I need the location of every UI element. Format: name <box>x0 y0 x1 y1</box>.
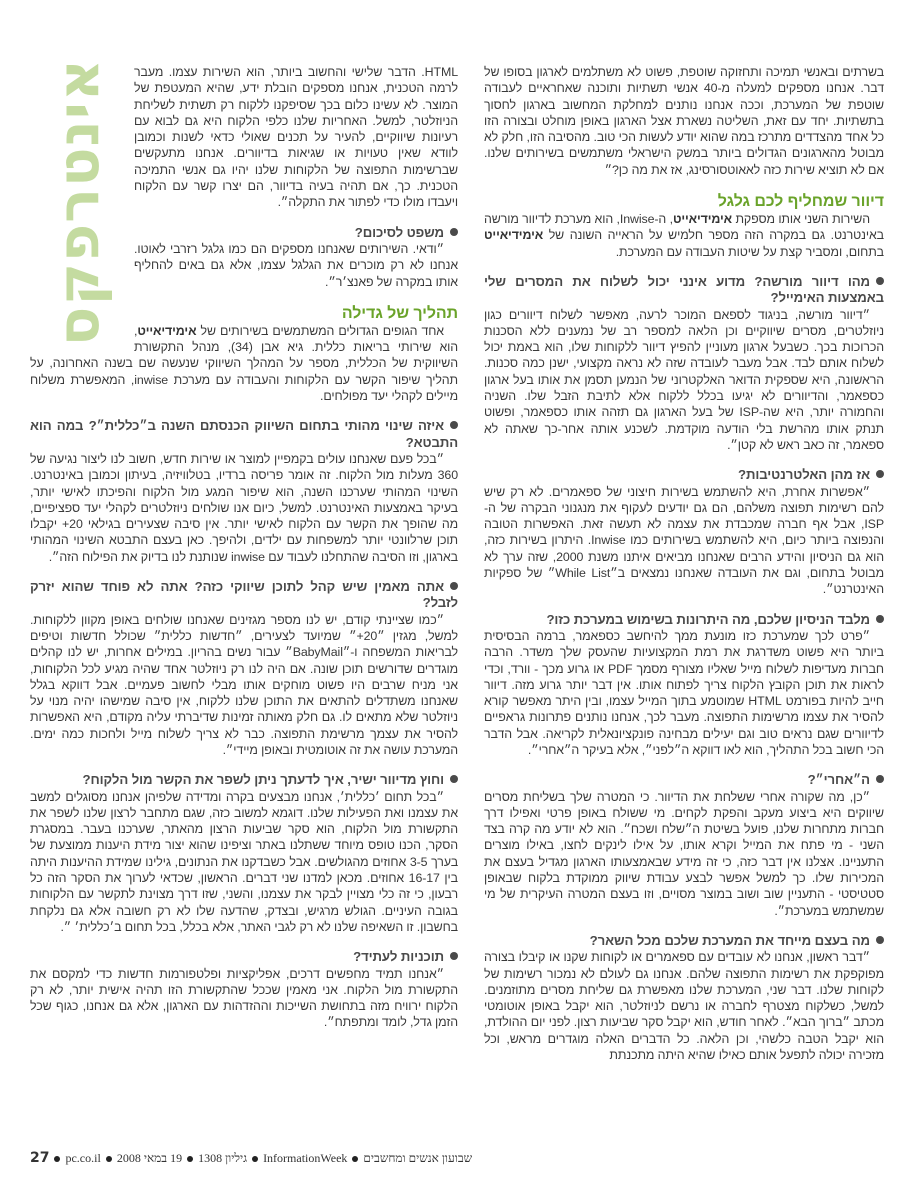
footer-magazine: InformationWeek <box>263 1151 348 1165</box>
question-text: מלבד הניסיון שלכם, מה היתרונות בשימוש במערכת כזו? <box>546 611 870 627</box>
body-paragraph: בשרתים ובאנשי תמיכה ותחזוקה שוטפת, פשוט לא משתלמים לארגון בסופו של דבר. אנחנו מספקים למעלה מ-40 אנשי תשתיות ותוכנה שאחראיים לעבודה שוטפת של המערכת, וככה אנחנו נותנים למחלקת המחשוב בארגון לחסוך בתשתיות. יחד עם זאת, השליטה נשארת אצל הארגון באופן מוחלט ובצורה הזו כל אחד מהצדדים מתרכז במה שהוא יודע לעשות הכי טוב. מהסיבה הזו, חלק לא מבוטל מהארגונים הגדולים ביותר במשק הישראלי משתמשים בשירותים שלנו. אם לא תוציא שירות כזה לאאוטסורסינג, אז את מה כן?״ <box>484 65 884 177</box>
company-name: אימידיאייט <box>672 212 733 227</box>
body-paragraph: ״אפשרות אחרת, היא להשתמש בשירות חיצוני של ספאמרים. לא רק שיש להם רשימות תפוצה משלהם, הם גם יודעים לעקוף את מנגנוני הבקרה של ה-ISP, אבל אף חברה שמכבדת את עצמה לא תעשה זאת. האפשרות הטובה והנפוצה ביותר כיום, היא להשתמש בשירותים כמו Inwise. היתרון בשירות כזה, הוא גם הניסיון והידע הרבים שאנחנו מביאים איתנו משנת 2000, שזה ערך לא מבוטל בתחום, וגם את העובדה שאנחנו נמצאים ב״While List״ של ספקיות האינטרנט״. <box>484 484 884 597</box>
decorative-word-spacer <box>30 64 134 344</box>
bullet-icon <box>876 470 884 478</box>
question-text: משפט לסיכום? <box>354 224 444 240</box>
body-paragraph <box>484 211 884 260</box>
body-paragraph: HTML. הדבר שלישי והחשוב ביותר, הוא השירות עצמו. מעבר לרמה הטכנית, אנחנו מספקים הובלת ידע, שהיא המעטפת של המוצר. לא עשינו כלום בכך שסיפקנו ללקוח רק תשתית לשליחת הניוזלטר, למשל. האחריות שלנו כלפי הלקוח היא גם לבוא עם רעיונות שיווקיים, להעיר על תכנים שאולי כדאי לשנות וכמובן לוודא שאין טעויות או שגיאות בדיוורים. אנחנו מתעקשים שברשימות התפוצה של הלקוחות שלנו יהיו גם אנשי התמיכה הטכנית. כך, אם תהיה בעיה בדיוור, הם יצרו קשר עם הלקוח ויעבדו מולו כדי לפתור את התקלה״. <box>134 65 458 210</box>
body-paragraph: ״אנחנו תמיד מחפשים דרכים, אפליקציות ופלטפורמות חדשות כדי למקסם את התקשורת מול הלקוח. אני מאמין שככל שהתקשורת הזו תהיה אישית יותר, לא רק הלקוח ירוויח מזה בתחושת השייכות וההזדהות עם הארגון, אלא גם אנחנו, כגוף שכל הזמן גדל, לומד ומתפתח״. <box>30 966 458 1030</box>
question-text: ה״אחרי״? <box>807 772 870 788</box>
body-paragraph: ״פרט לכך שמערכת כזו מונעת ממך להיחשב כספאמר, ברמה הבסיסית ביותר היא פשוט משדרגת את רמת המקצועיות שהעסק שלך משדר. הרבה חברות מעדיפות לשלוח מייל שאליו מצורף מסמך PDF או גרוע מכך - וורד, וכדי לראות את תוכן הקובץ הלקוח צריך לפתוח אותו. אין דבר יותר גרוע מזה. דיוור חייב להיות בפורמט HTML שמוטמע בתוך המייל עצמו, ובין היתר מאפשר קורא להסיר את עצמו מרשימות התפוצה. מעבר לכך, אנחנו נותנים פתרונות גראפיים לדיוורים שגם נראים טוב וגם יעילים מבחינה פונקציונאלית לקריאה. אבל הדבר הכי חשוב בכל התהליך, הוא לאו דווקא ה״לפני״, אלא בעיקר ה״אחרי״. <box>484 628 884 757</box>
body-paragraph: ״דבר ראשון, אנחנו לא עובדים עם ספאמרים או לקוחות שקנו או קיבלו בצורה מפוקפקת את רשימות התפוצה שלהם. אנחנו גם לעולם לא נמכור רשימות של לקוחות שלנו. דבר שני, המערכת שלנו מאפשרת גם שליחת מסרים מתוזמנים. למשל, כשלקוח מצטרף לחברה או נרשם לניוזלטר, הוא יקבל באופן אוטומטי מכתב ״ברוך הבא״. לאחר חודש, הוא יקבל סקר שביעות רצון. לפני יום ההולדת, הוא יקבל הטבה כלשהי, וכן הלאה. כל הדברים האלה מוגדרים מראש, וכל מזכירה יכולה לתפעל אותם כאילו שהיא היתה מתכנתת <box>484 950 884 1063</box>
spacer <box>30 565 458 579</box>
footer-bullet-icon <box>106 1156 112 1162</box>
spacer <box>484 919 884 933</box>
bullet-icon <box>876 615 884 623</box>
bullet-icon <box>876 936 884 944</box>
footer-bullet-icon <box>187 1156 193 1162</box>
footer-website: pc.co.il <box>65 1151 101 1165</box>
question-text: אתה מאמין שיש קהל לתוכן שיווקי כזה? אתה לא פוחד שהוא יזרק לזבל? <box>30 579 458 611</box>
article-column-left <box>30 64 458 1031</box>
bullet-icon <box>876 277 884 285</box>
footer-bullet-icon <box>252 1156 258 1162</box>
question-text: מה בעצם מייחד את המערכת שלכם מכל השאר? <box>589 932 870 948</box>
interview-question <box>484 467 884 483</box>
spacer <box>484 453 884 467</box>
spacer <box>484 260 884 274</box>
paragraph-text: השירות השני אותו מספקת <box>732 212 870 227</box>
footer-bullet-icon <box>54 1156 60 1162</box>
interview-question <box>30 418 458 451</box>
body-paragraph: ״דיוור מורשה, בניגוד לספאם המוכר לרעה, מאפשר לשלוח דיוורים כגון ניוזלטרים, מסרים שיווקיים וכן הלאה למספר רב של נמענים ללא הסכנות הכרוכות בכך. כשבעל ארגון מעוניין להפיץ דיוור ללקוחות שלו, הוא באמת יכול לשלוח אותם לבד. אבל מעבר לעובדה שזה לא נראה מקצועי, ישנן כמה סכנות. הראשונה, היא שספקית הדואר האלקטרוני של הנמען תסמן את אותו בעל ארגון כספאמר, והדיוורים לא יגיעו בכלל ללקוח אלא לתיבת הזבל שלו. השניה והחמורה יותר, היא שה-ISP של בעל הארגון גם תזהה אותו כספאמר, ופשוט תנתק אותו מהרשת בלי הודעה מוקדמת. לשכנע אותה אחר-כך שאתה לא ספאמר, זה כאב ראש לא קטן״. <box>484 307 884 452</box>
body-paragraph: ״בכל תחום ׳כללית׳, אנחנו מבצעים בקרה ומדידה שלפיהן אנחנו מסוגלים למשב את עצמנו ואת הפעילות שלנו. דוגמא למשוב כזה, שגם מתחבר לרצון שלנו לשפר את התקשורת מול הלקוח, הוא סקר שביעות הרצון מהאתר, שערכנו בעבר. במסגרת הסקר, הכנו טופס מיוחד ששתלנו באתר וציפינו שהוא יצור מידת היענות ממוצעת של בערך 3-5 אחוזים מהגולשים. אבל כשבדקנו את הנתונים, גילינו שמידת ההיענות היתה בין 16-17 אחוזים. מכאן למדנו שני דברים. הראשון, שכדאי לערוך את הסקר הזה כל רבעון, כי זה כלי מצויין לבקר את עצמנו, והשני, שזו דרך מצוינת לתקשר עם הלקוחות בגובה העיניים. הגולש מרגיש, ובצדק, שהדעה שלו לא רק חשובה אלא גם נלקחת בחשבון. זו השאיפה שלנו לא רק לגבי האתר, אלא בכלל, בכל תחום ב׳כללית׳ ״. <box>30 789 459 934</box>
footer-date: 19 במאי 2008 <box>116 1151 183 1165</box>
body-paragraph: ״כן, מה שקורה אחרי ששלחת את הדיוור. כי המטרה שלך בשליחת מסרים שיווקים היא ביצוע מעקב והפקת לקחים. מי ששולח באופן פרטי ואפילו דרך חברות מתחרות שלנו, פועל בשיטת ה״שלח ושכח״. הוא לא יודע מה קרה בצד השני - מי פתח את המייל וקרא אותו, על אילו לינקים לחצו, באילו מוצרים התעניינו. אצלנו אין דבר כזה, כי זה מידע שבאמצעותו הארגון מגדיל בעצם את המכירות שלו. כך למשל אפשר לבצע עבודת שיווק ממוקדת בלקוח שבאופן סטטיסטי - התעניין שוב ושוב במוצר מסויים, וזו בעצם המטרה העיקרית של מי שמשתמש במערכת״. <box>484 789 884 918</box>
section-heading: תהליך של גדילה <box>341 304 458 322</box>
question-text: תוכניות לעתיד? <box>353 949 444 965</box>
body-paragraph: ״כמו שציינתי קודם, יש לנו מספר מגזינים שאנחנו שולחים באופן מקוון ללקוחות. למשל, מגזין ״20+״ שמיועד לצעירים, ״חדשות כללית״ שכולל חדשות וטיפים לבריאות המשפחה ו-״BabyMail״ עבור נשים בהריון. במילים אחרות, יש לנו קהלים מוגדרים שדורשים תוכן שונה. אם היה לנו רק ניוזלטר אחד שהיה מגיע לכל הלקוחות, אני מניח שרבים היו פשוט מוחקים אותו מבלי לחשוב פעמיים. אבל דווקא בגלל שאנחנו משתדלים להתאים את התוכן שלנו ללקוח, אין סיבה שמישהו יהיה מנוי על ניוזלטר שלא מתאים לו. גם חלק מאותה זמינות שדיברתי עליה מקודם, היא האפשרות להסיר את עצמך מרשימת התפוצה. כבר לא צריך לשלוח מייל ולחכות כמה ימים. המערכת עושה את זה אוטומטית ובאופן מיידי״. <box>30 612 458 757</box>
interview-question <box>484 772 884 788</box>
spacer <box>484 758 884 772</box>
question-text: אז מהן האלטרנטיבות? <box>738 467 870 483</box>
spacer <box>484 178 884 192</box>
footer-publication: שבועון אנשים ומחשבים <box>363 1151 473 1165</box>
company-name: אימידיאייט <box>484 228 544 243</box>
bullet-icon <box>450 228 458 236</box>
question-text: וחוץ מדיוור ישיר, איך לדעתך ניתן לשפר את הקשר מול הלקוח? <box>82 772 444 788</box>
bullet-icon <box>450 421 458 429</box>
decorative-word-text: אינטרפקס <box>44 57 112 347</box>
spacer <box>30 404 458 418</box>
body-paragraph: ״בכל פעם שאנחנו עולים בקמפיין למוצר או שירות חדש, חשוב לנו ליצור נגיעה של 360 מעלות מול הלקוח. זה אומר פריסה ברדיו, בטלוויזיה, בעיתון וכמובן באינטרנט. השינוי המהותי שערכנו השנה, הוא שיפור המגע מול הלקוח והפיכתו לאישי יותר, בעיקר באמצעות האינטרנט. למשל, כיום אנו שולחים ניוזלטרים לקהלי יעד ספציפיים, מה שהופך את הקשר עם הלקוח לאישי יותר. אין סיבה שצעירים בגילאי 20+ יקבלו תוכן שרלוונטי יותר למשפחות עם ילדים, ולהיפך. כאן בעצם התבטא השינוי המהותי בארגון, וזו הסיבה שהתחלנו לעבוד עם inwise שנותנת לנו בדיוק את הפילוח הזה״. <box>30 451 458 564</box>
footer-bullet-icon <box>352 1156 358 1162</box>
interview-question <box>484 274 884 307</box>
article-column-right <box>484 64 884 1063</box>
paragraph-text: , ה-Inwise, הוא מערכת לדיוור מורשה באינטרנט. גם במקרה הזה מספר חלמיש על הראייה השונה של <box>484 212 884 243</box>
bullet-icon <box>876 775 884 783</box>
paragraph-text: , הוא שירותי בריאות כללית. גיא אבן (34), מנהל התקשורת השיווקית של הכללית, מספר על המהלך השיווקי שנעשה שם בשנה האחרונה, על תהליך שיפור הקשר עם הלקוחות והעבודה עם מערכת inwise, המאפשרת משלוח מיילים לקהלי יעד מפולחים. <box>30 323 459 404</box>
paragraph-text: בתחום, ומסביר קצת על שיטות העבודה עם המערכת. <box>615 244 884 259</box>
paragraph-text: אחד הגופים הגדולים המשתמשים בשירותים של <box>196 323 444 338</box>
question-text: מהו דיוור מורשה? מדוע אינני יכול לשלוח את המסרים שלי באמצעות האימייל? <box>484 273 884 306</box>
bullet-icon <box>450 952 458 960</box>
bullet-icon <box>450 582 458 590</box>
section-heading: דיוור שמחליף לכם גלגל <box>717 193 884 211</box>
question-text: איזה שינוי מהותי בתחום השיווק הכנסתם השנה ב״כללית״? במה הוא התבטא? <box>30 418 458 450</box>
footer-issue: גיליון 1308 <box>198 1151 248 1165</box>
interview-question <box>30 579 458 612</box>
spacer <box>484 598 884 612</box>
page-footer <box>30 1150 490 1166</box>
interview-question <box>30 772 458 788</box>
spacer <box>30 758 458 772</box>
body-paragraph: ״ודאי. השירותים שאנחנו מספקים הם כמו גלגל רזרבי לאוטו. אנחנו לא רק מוכרים את הגלגל עצמו, אלא גם באים להחליף אותו במקרה של פאנצ׳ר״. <box>134 241 458 289</box>
spacer <box>30 935 458 949</box>
page-number: 27 <box>30 1150 50 1166</box>
company-name: אימידיאייט <box>137 323 197 338</box>
interview-question <box>484 612 884 628</box>
bullet-icon <box>450 775 458 783</box>
interview-question <box>30 949 458 965</box>
interview-question <box>484 933 884 949</box>
